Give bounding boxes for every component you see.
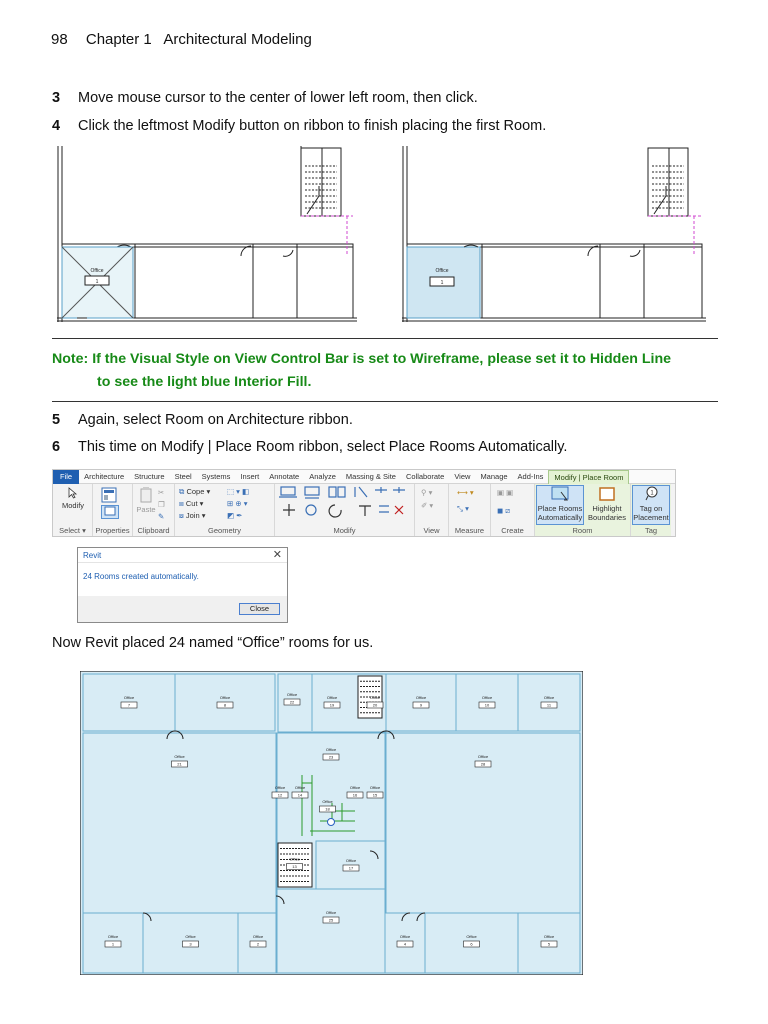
room-name: Office [325, 910, 337, 915]
join-icon: ⧇ [179, 511, 184, 520]
room-name: Office [322, 799, 333, 804]
plan-after [402, 146, 706, 322]
panel-clipboard [133, 484, 175, 536]
join-button[interactable]: ⧇ Join ▾ [179, 511, 206, 520]
note-rule-top [52, 338, 718, 339]
step-4: 4 Click the leftmost Modify button on ribbon to finish placing the first Room. [52, 118, 547, 134]
room-name: Office [369, 695, 381, 700]
hide-icon[interactable]: ✐ ▾ [421, 501, 434, 510]
panel-label-select: Select ▾ [59, 526, 86, 535]
panel-label-clipboard: Clipboard [137, 526, 170, 535]
place-rooms-automatically-button[interactable]: Place Rooms Automatically [536, 485, 584, 525]
svg-text:1: 1 [650, 490, 654, 497]
room-number: 13 [292, 864, 297, 870]
panel-label-modify: Modify [333, 526, 356, 535]
room-name: Office [345, 858, 357, 863]
tab-architecture[interactable]: Architecture [84, 472, 125, 481]
panel-label-tag: Tag [644, 526, 658, 535]
panel-select [53, 484, 93, 536]
tag-icon [643, 486, 659, 502]
room-name: Office [219, 695, 231, 700]
revit-dialog [77, 547, 288, 623]
panel-label-create: Create [501, 526, 524, 535]
panel-create [491, 484, 535, 536]
room-number: 17 [348, 865, 354, 871]
room-label: Office [435, 268, 449, 274]
panel-measure [449, 484, 491, 536]
room-number: 19 [329, 702, 335, 708]
room-label: Office [90, 268, 104, 274]
room-number: 11 [546, 702, 552, 708]
type-properties-button[interactable] [101, 487, 117, 505]
room-name: Office [466, 934, 477, 939]
panel-label-geometry: Geometry [208, 526, 241, 535]
room-name: Office [252, 934, 264, 939]
dialog-message: 24 Rooms created automatically. [83, 572, 199, 581]
room-number: 2 [256, 941, 260, 947]
room-number: 25 [328, 917, 334, 923]
room-name: Office [325, 747, 337, 752]
tag-on-placement-button[interactable]: 1 Tag on Placement [632, 485, 670, 525]
room-name: Office [349, 785, 361, 790]
tab-structure[interactable]: Structure [134, 472, 165, 481]
dialog-title: Revit [83, 551, 102, 560]
highlight-boundaries-button[interactable]: Highlight Boundaries [585, 486, 629, 522]
step-3: 3 Move mouse cursor to the center of lower left room, then click. [52, 90, 478, 106]
room-number: 4 [403, 941, 407, 947]
measure-icon[interactable]: ⟷ ▾ [457, 488, 474, 497]
tab-systems[interactable]: Systems [201, 472, 231, 481]
geometry-tools-row1[interactable]: ⬚ ▾ ◧ [227, 487, 250, 496]
panel-properties [93, 484, 133, 536]
paste-button[interactable]: Paste [136, 487, 156, 514]
room-number: 7 [127, 702, 131, 708]
properties-toggle[interactable] [101, 505, 119, 519]
note: Note: If the Visual Style on View Control Bar is set to Wireframe, please set it to Hidden Line to see the light blue Interior Fill. [52, 351, 671, 390]
room-number: 3 [189, 941, 192, 947]
cut-icon: ⧈ [179, 499, 184, 508]
tab-modify-place-room[interactable]: Modify | Place Room [548, 470, 629, 484]
tab-insert[interactable]: Insert [240, 472, 260, 481]
panel-label-properties: Properties [95, 526, 130, 535]
geometry-tools-row2[interactable]: ⊞ ⊕ ▾ [227, 499, 248, 508]
cut-geometry-button[interactable]: ⧈ Cut ▾ [179, 499, 204, 508]
note-rule-bottom [52, 401, 718, 402]
room-number: 22 [289, 699, 295, 705]
panel-modify [275, 484, 415, 536]
summary-text: Now Revit placed 24 named “Office” rooms for us. [52, 635, 374, 651]
page-number: 98 [51, 31, 68, 48]
panel-label-measure: Measure [454, 526, 485, 535]
geometry-tools-row3[interactable]: ◩ ✒ [227, 511, 243, 520]
dialog-footer [78, 596, 287, 622]
room-number: 12 [277, 792, 283, 798]
floor-plan [80, 671, 583, 975]
cursor-icon [67, 487, 79, 499]
tab-add-ins[interactable]: Add-Ins [517, 472, 544, 481]
cope-icon: ⧉ [179, 487, 185, 496]
ribbon [52, 469, 676, 537]
panel-tag [631, 484, 671, 536]
room-number: 18 [325, 806, 330, 812]
tab-analyze[interactable]: Analyze [309, 472, 336, 481]
chapter-title: Architectural Modeling [163, 31, 312, 48]
room-number: 10 [484, 702, 490, 708]
panel-label-view: View [423, 526, 440, 535]
panel-view [415, 484, 449, 536]
modify-button[interactable]: Modify [57, 487, 89, 510]
view-tools-icon[interactable]: ⚲ ▾ [421, 488, 433, 497]
paste-icon [139, 487, 153, 503]
room-name: Office [286, 692, 298, 697]
room-name: Office [274, 785, 286, 790]
room-number: 8 [223, 702, 227, 708]
room-number: 15 [372, 792, 378, 798]
step-5: 5 Again, select Room on Architecture ribbon. [52, 412, 353, 428]
panel-geometry [175, 484, 275, 536]
room-number: 28 [480, 761, 486, 767]
room-name: Office [543, 934, 555, 939]
dimension-icon[interactable]: ⤡ ▾ [457, 504, 469, 513]
room-name: Office [174, 754, 185, 759]
panel-room [535, 484, 631, 536]
match-props-icon[interactable]: ✎ [158, 512, 165, 521]
copy-icon[interactable]: ❐ [158, 500, 165, 509]
chapter-label: Chapter 1 [85, 31, 152, 48]
room-name: Office [399, 934, 411, 939]
room-number: 5 [547, 941, 551, 947]
room-number: 9 [419, 702, 423, 708]
room-name: Office [326, 695, 338, 700]
room-name: Office [185, 934, 196, 939]
panel-label-room: Room [572, 526, 593, 535]
close-button[interactable]: Close [239, 603, 280, 615]
tab-collaborate[interactable]: Collaborate [405, 472, 445, 481]
tab-steel[interactable]: Steel [174, 472, 192, 481]
room-number: 1 [111, 941, 115, 947]
room-name: Office [294, 785, 306, 790]
room-number: 21 [177, 761, 182, 767]
create-group-icon[interactable]: ▣ ▣ [497, 488, 514, 497]
page-header [51, 31, 312, 48]
step-6: 6 This time on Modify | Place Room ribbon, select Place Rooms Automatically. [52, 439, 568, 455]
plan-before [57, 146, 357, 322]
room-name: Office [107, 934, 119, 939]
column-marker [328, 819, 335, 826]
tab-view[interactable]: View [454, 472, 471, 481]
room-name: Office [477, 754, 489, 759]
room-name: Office [369, 785, 381, 790]
cope-button[interactable]: ⧉ Cope ▾ [179, 487, 211, 496]
room-number: 16 [352, 792, 358, 798]
close-icon[interactable]: ✕ [272, 549, 282, 561]
tab-massing-site[interactable]: Massing & Site [345, 472, 396, 481]
room-number: 1 [440, 280, 444, 286]
room-name: Office [289, 856, 300, 862]
room-number: 14 [297, 792, 303, 798]
room-number: 20 [372, 702, 378, 708]
cut-clip-icon[interactable]: ✂ [158, 488, 165, 497]
properties-icon [101, 487, 117, 503]
dialog-title-bar [78, 548, 287, 563]
place-rooms-icon [551, 486, 569, 502]
properties-palette-icon [104, 506, 116, 516]
room-name: Office [543, 695, 555, 700]
ribbon-tabs [53, 470, 675, 484]
room-number: 1 [95, 279, 99, 285]
modify-tools-icons[interactable] [275, 484, 415, 526]
tab-file[interactable]: File [53, 470, 79, 484]
highlight-boundaries-icon [598, 486, 616, 502]
tab-annotate[interactable]: Annotate [269, 472, 300, 481]
room-number: 23 [328, 754, 334, 760]
tab-manage[interactable]: Manage [480, 472, 508, 481]
room-name: Office [481, 695, 493, 700]
room-name: Office [123, 695, 135, 700]
room-number: 6 [470, 941, 473, 947]
room-name: Office [415, 695, 427, 700]
create-similar-icon[interactable]: ◼ ⧄ [497, 506, 511, 515]
